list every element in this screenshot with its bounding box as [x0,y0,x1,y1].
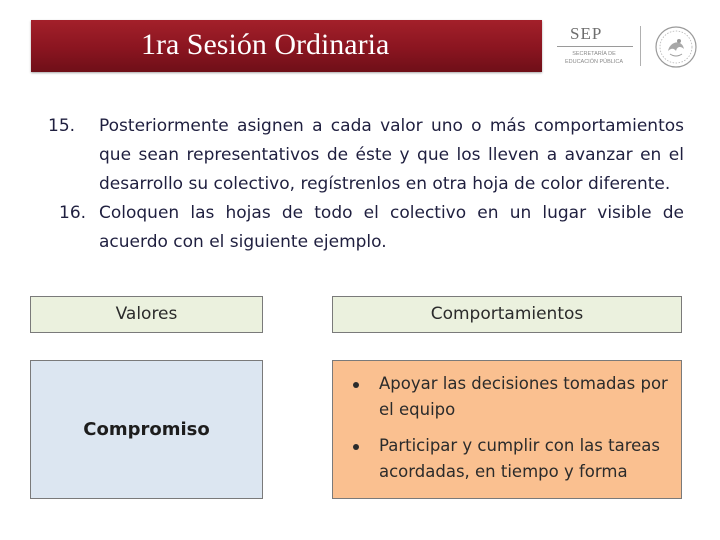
behavior-text: Apoyar las decisiones tomadas por el equipo [379,374,668,419]
value-cell: Compromiso [30,360,263,499]
instruction-15-number: 15. [48,116,76,136]
behaviors-cell [332,360,682,499]
behavior-text: Participar y cumplir con las tareas acordadas, en tiempo y forma [379,436,660,481]
sep-logo-subtext: SECRETARÍA DE EDUCACIÓN PÚBLICA [564,51,624,65]
behavior-item [343,433,671,485]
values-header: Valores [30,296,263,333]
logo-divider [640,26,641,66]
behavior-item [343,371,671,423]
instruction-16-text: Coloquen las hojas de todo el colectivo en un lugar visible de acuerdo con el siguiente ejemplo. [99,203,684,252]
sep-logo-text: SEP [570,24,603,43]
national-seal-icon [650,24,702,70]
title-banner [31,20,542,72]
sep-logo-rule [557,46,633,47]
instruction-15-text: Posteriormente asignen a cada valor uno o más comportamientos que sean representativos de éste y que los lleven a avanzar en el desarrollo su colectivo, regístrenlos en otra hoja de color diferente. [99,116,684,194]
slide-title: 1ra Sesión Ordinaria [141,28,390,61]
instructions-text [48,112,684,257]
instruction-16 [48,199,684,257]
behaviors-header: Comportamientos [332,296,682,333]
example-table [16,286,706,518]
bullet-icon [353,444,359,450]
sep-logo [553,24,633,68]
instruction-15 [48,112,684,199]
instruction-16-number: 16. [59,203,87,223]
bullet-icon [353,382,359,388]
